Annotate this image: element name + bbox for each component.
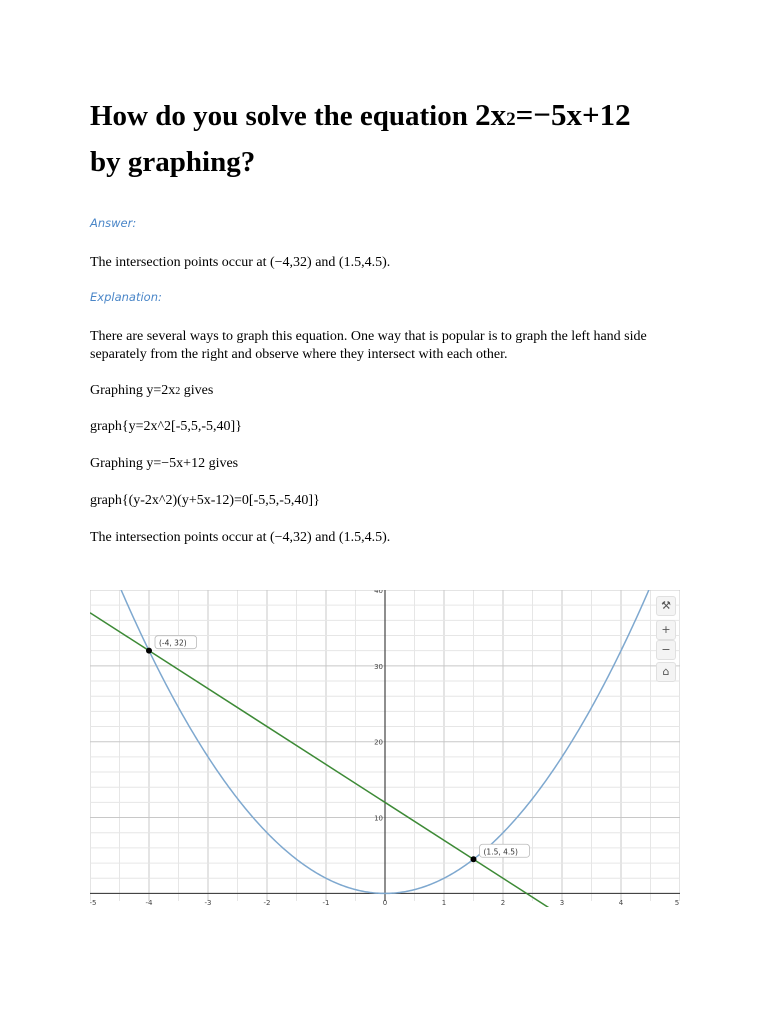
x-tick-label: 5 [674,899,680,907]
graph-command-1: graph{y=2x^2[-5,5,-5,40]} [90,419,242,434]
x-tick-label: -4 [145,899,153,907]
intersection-point [146,648,152,654]
x-tick-label: -3 [204,899,212,907]
title-eq-a: 2x [475,97,507,132]
graph-panel[interactable] [90,590,680,915]
x-tick-label: 4 [618,899,624,907]
point-label: (1.5, 4.5) [483,847,518,857]
graphing-line-1 [90,382,675,401]
title-eq-b: =−5x+12 [515,97,631,132]
x-tick-label: 3 [559,899,565,907]
question-title [90,94,710,183]
y-tick-label: 10 [374,814,383,823]
title-suffix: by graphing? [90,146,256,178]
explanation-label: Explanation: [90,290,162,304]
home-icon[interactable]: ⌂ [656,662,676,682]
conclusion-text: The intersection points occur at (−4,32) and (1.5,4.5). [90,530,391,545]
x-tick-label: -5 [90,899,97,907]
graph-command-2: graph{(y-2x^2)(y+5x-12)=0[-5,5,-5,40]} [90,493,320,508]
answer-text: The intersection points occur at (−4,32) and (1.5,4.5). [90,255,391,270]
title-eq-exp: 2 [506,109,516,130]
y-tick-label: 40 [374,590,383,595]
x-tick-label: -2 [263,899,271,907]
point-label: (-4, 32) [159,638,187,648]
x-tick-label: 0 [382,899,388,907]
y-tick-label: 20 [374,738,383,747]
zoom-in-button[interactable]: + [656,620,676,640]
x-tick-label: 2 [500,899,506,907]
graphing-line-2: Graphing y=−5x+12 gives [90,456,239,471]
x-tick-label: -1 [322,899,330,907]
graphing1-prefix: Graphing y=2x [90,383,176,398]
answer-label: Answer: [90,216,137,230]
explanation-paragraph: There are several ways to graph this equation. One way that is popular is to graph the left hand side separately from the right and observe where they intersect with each other. [90,329,647,362]
x-tick-label: 1 [441,899,447,907]
graph-svg[interactable] [90,590,680,915]
title-prefix: How do you solve the equation [90,100,476,132]
wrench-icon[interactable]: ⚒ [656,596,676,616]
y-tick-label: 30 [374,662,383,671]
zoom-out-button[interactable]: − [656,640,676,660]
graphing1-suffix: gives [180,383,214,398]
intersection-point [471,856,477,862]
graphing1-exp: 2 [175,386,181,397]
